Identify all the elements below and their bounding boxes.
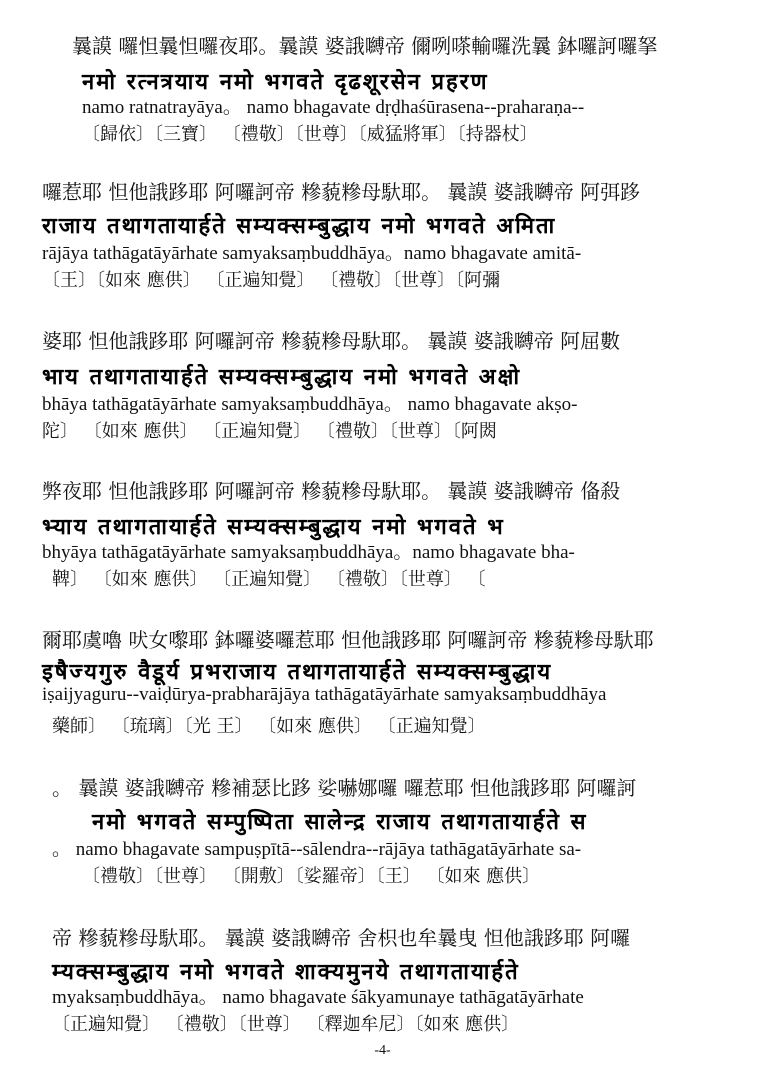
chinese-transliteration-line: 帝 糝藐糝母馱耶。 曩謨 婆誐嚩帝 舍枳也牟曩曳 怛他誐跢耶 阿囉: [52, 926, 631, 950]
gloss-line: 〔禮敬〕〔世尊〕 〔開敷〕〔娑羅帝〕〔王〕 〔如來 應供〕: [82, 866, 541, 887]
siddham-script-line: म्यक्सम्बुद्धाय नमो भगवते शाक्यमुनये तथागतायार्हते: [52, 960, 520, 985]
romanized-line: 。 namo bhagavate sampuṣpītā--sālendra--rājāya tathāgatāyārhate sa-: [52, 839, 582, 860]
chinese-transliteration-line: 婆耶 怛他誐跢耶 阿囉訶帝 糝藐糝母馱耶。 曩謨 婆誐嚩帝 阿屈數: [42, 329, 621, 353]
siddham-script-line: भ्याय तथागतायार्हते सम्यक्सम्बुद्धाय नमो भगवते भ: [42, 515, 505, 540]
romanized-line: myaksaṃbuddhāya。 namo bhagavate śākyamunaye tathāgatāyārhate: [52, 987, 584, 1008]
page-number: -4-: [374, 1043, 391, 1058]
gloss-line: 〔歸依〕〔三寶〕 〔禮敬〕〔世尊〕〔威猛將軍〕〔持器杖〕: [82, 124, 538, 145]
siddham-script-line: नमो भगवते सम्पुष्पिता सालेन्द्र राजाय तथागतायार्हते स: [92, 810, 588, 835]
romanized-line: bhyāya tathāgatāyārhate samyaksaṃbuddhāya。namo bhagavate bha-: [42, 542, 575, 563]
gloss-line: 陀〕 〔如來 應供〕 〔正遍知覺〕 〔禮敬〕〔世尊〕〔阿閦: [42, 421, 497, 442]
romanized-line: bhāya tathāgatāyārhate samyaksaṃbuddhāya。 namo bhagavate akṣo-: [42, 394, 578, 415]
siddham-script-line: इषैज्यगुरु वैडूर्य प्रभराजाय तथागतायार्हते सम्यक्सम्बुद्धाय: [42, 660, 553, 685]
romanized-line: rājāya tathāgatāyārhate samyaksaṃbuddhāya。namo bhagavate amitā-: [42, 243, 582, 264]
siddham-script-line: राजाय तथागतायार्हते सम्यक्सम्बुद्धाय नमो भगवते अमिता: [42, 214, 557, 239]
romanized-line: namo ratnatrayāya。 namo bhagavate dṛḍhaśūrasena--praharaṇa--: [82, 97, 585, 118]
siddham-script-line: भाय तथागतायार्हते सम्यक्सम्बुद्धाय नमो भगवते अक्षो: [42, 365, 522, 390]
chinese-transliteration-line: 。 曩謨 婆誐嚩帝 糝補瑟比跢 娑嚇娜囉 囉惹耶 怛他誐跢耶 阿囉訶: [52, 776, 637, 800]
gloss-line: 〔正遍知覺〕 〔禮敬〕〔世尊〕 〔釋迦牟尼〕〔如來 應供〕: [52, 1014, 520, 1035]
chinese-transliteration-line: 爾耶虞嚕 吠女嚟耶 鉢囉婆囉惹耶 怛他誐跢耶 阿囉訶帝 糝藐糝母馱耶: [42, 628, 654, 652]
gloss-line: 鞞〕 〔如來 應供〕 〔正遍知覺〕 〔禮敬〕〔世尊〕 〔: [52, 569, 486, 590]
gloss-line: 藥師〕 〔琉璃〕〔光 王〕 〔如來 應供〕 〔正遍知覺〕: [52, 716, 486, 737]
chinese-transliteration-line: 曩謨 囉怛曩怛囉夜耶。曩謨 婆誐嚩帝 儞咧嗏輸囉洗曩 鉢囉訶囉拏: [72, 34, 658, 58]
siddham-script-line: नमो रत्नत्रयाय नमो भगवते दृढशूरसेन प्रहरण: [82, 70, 489, 95]
romanized-line: iṣaijyaguru--vaiḍūrya-prabharājāya tathāgatāyārhate samyaksaṃbuddhāya: [42, 684, 607, 705]
chinese-transliteration-line: 弊夜耶 怛他誐跢耶 阿囉訶帝 糝藐糝母馱耶。 曩謨 婆誐嚩帝 俻殺: [42, 479, 621, 503]
gloss-line: 〔王〕〔如來 應供〕 〔正遍知覺〕 〔禮敬〕〔世尊〕〔阿彌: [42, 270, 501, 291]
chinese-transliteration-line: 囉惹耶 怛他誐跢耶 阿囉訶帝 糝藐糝母馱耶。 曩謨 婆誐嚩帝 阿弭跢: [42, 180, 641, 204]
